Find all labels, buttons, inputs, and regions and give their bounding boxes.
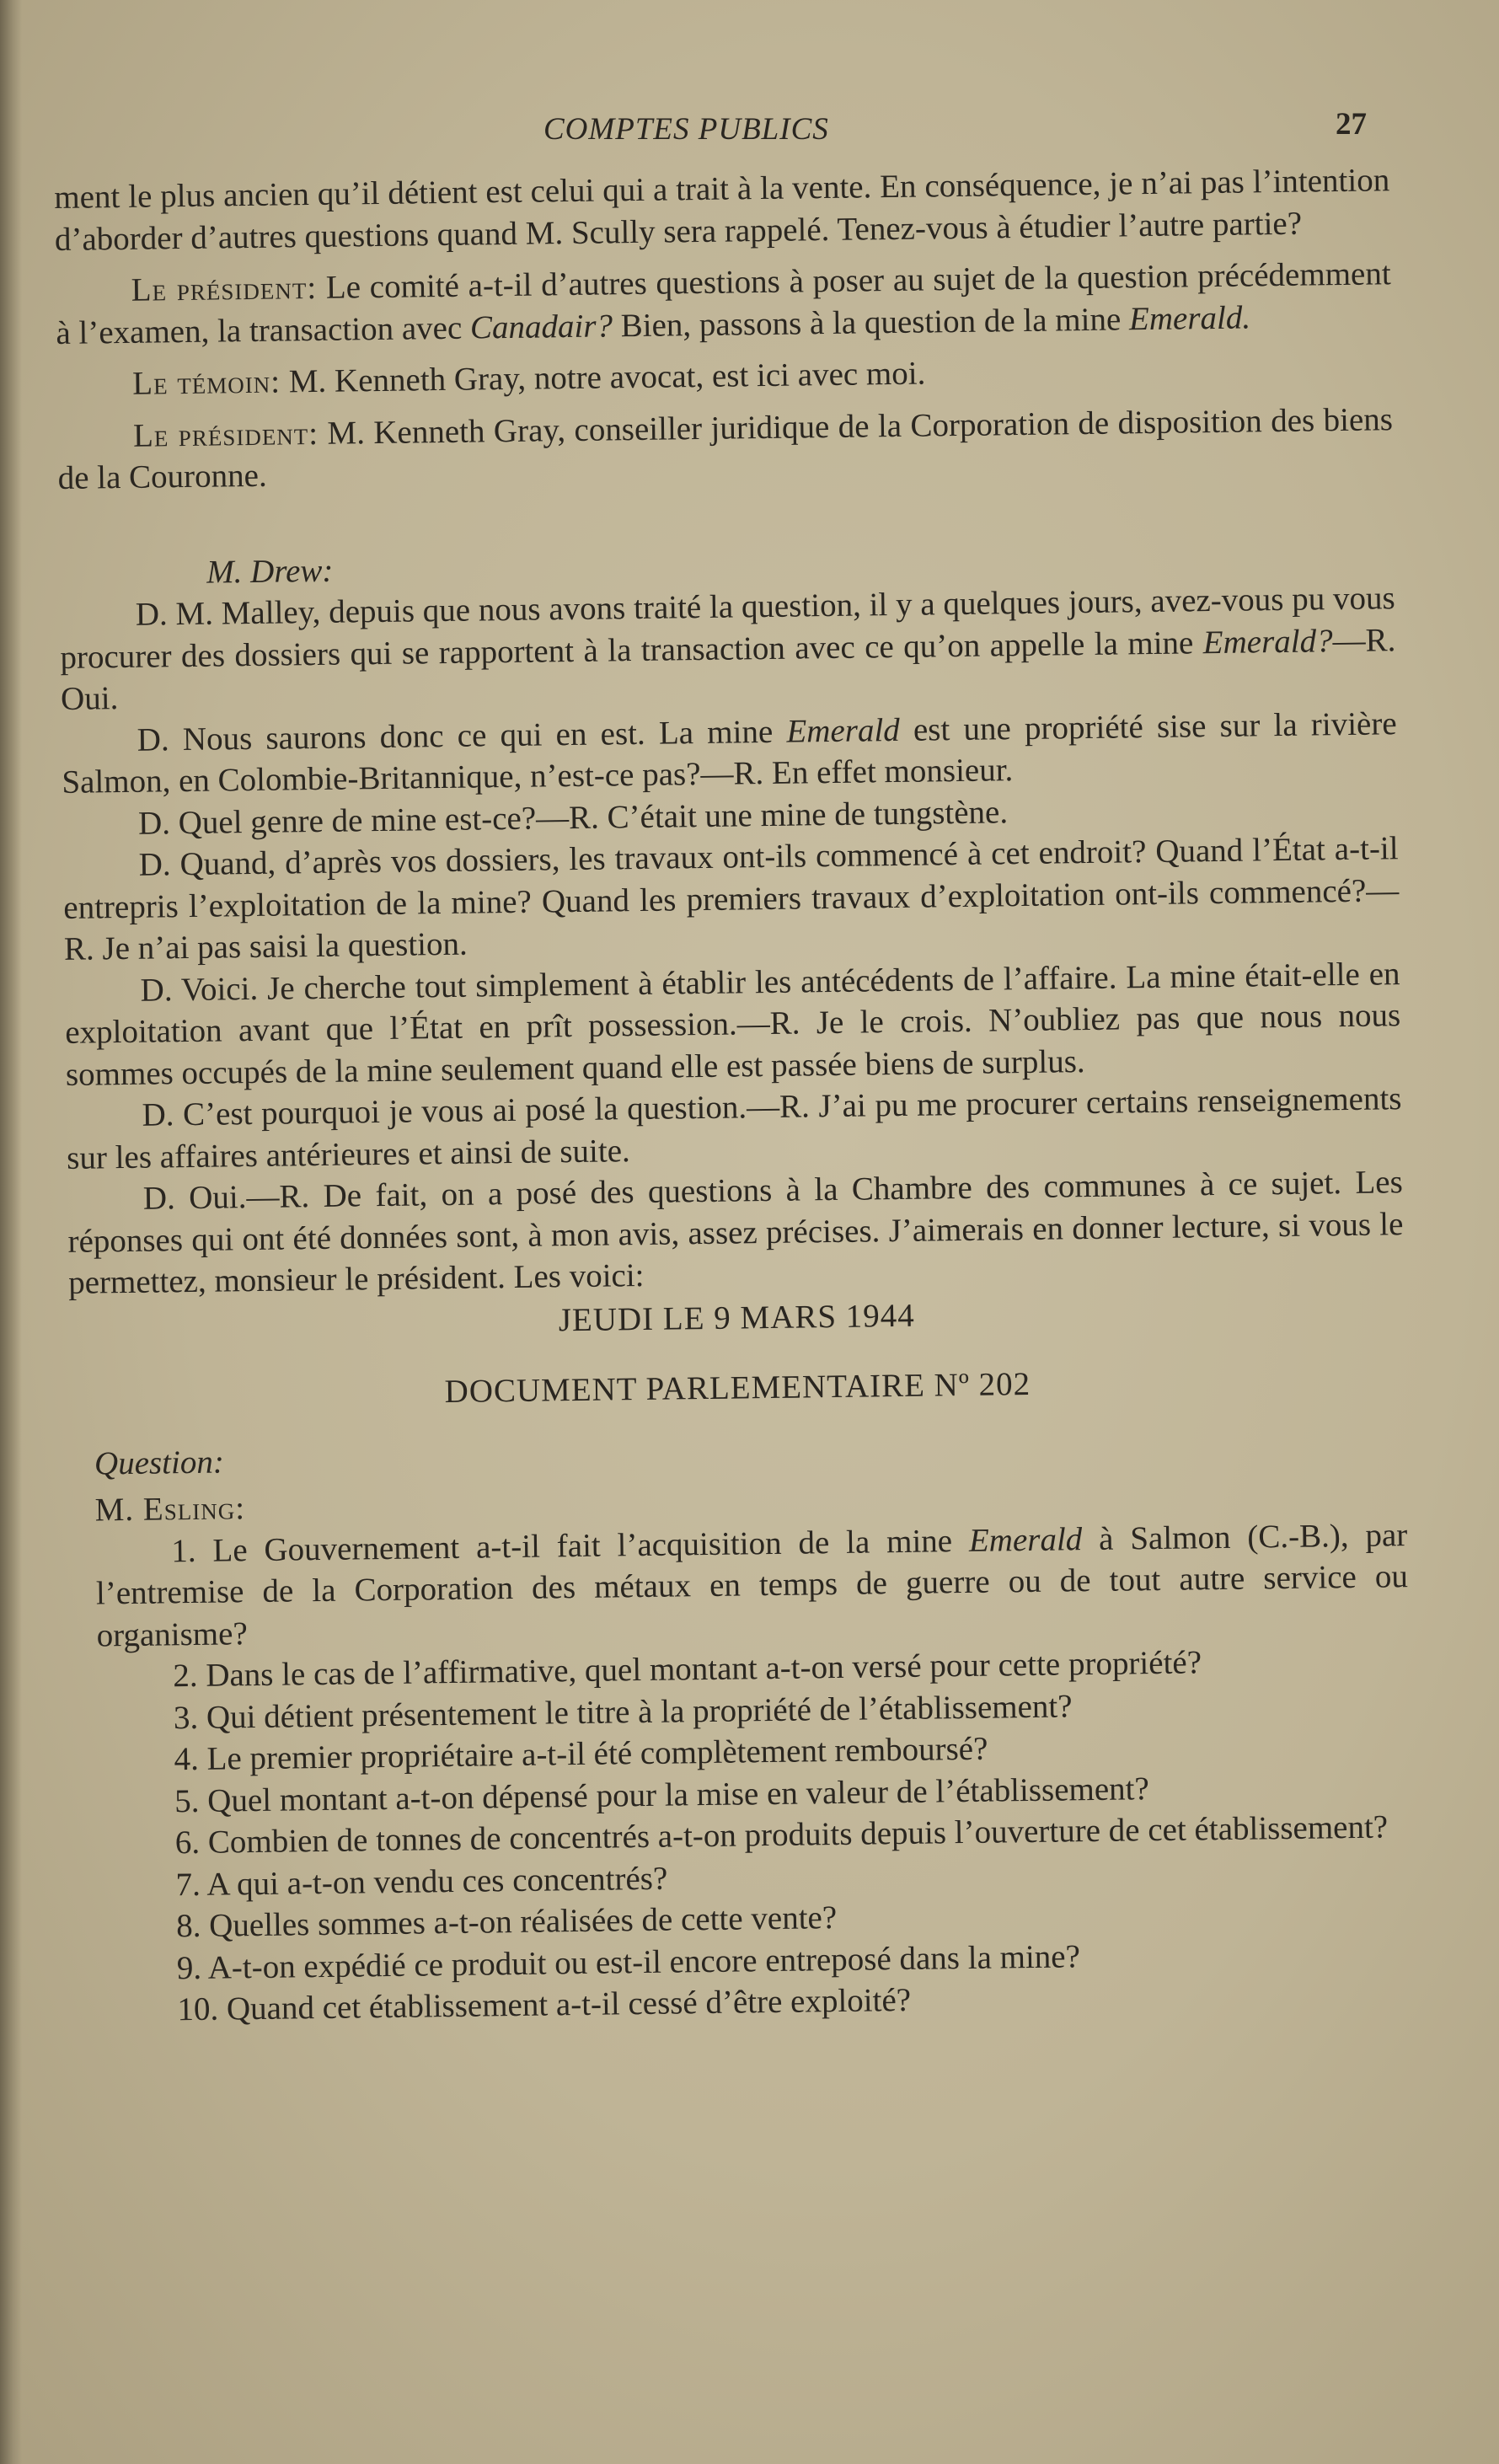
question-text: à Salmon (C.-B.), par l’entremise de la Corporation des métaux en temps de guerre ou de tout autre service ou organisme? <box>95 1516 1409 1653</box>
paragraph-continuation: ment le plus ancien qu’il détient est celui qui a trait à la vente. En conséquence, je n’ai pas l’intention d’aborder d’autres questions quand M. Scully sera rappelé. Tenez-vous à étudier l’autre partie? <box>54 162 1390 258</box>
binding-edge <box>0 0 22 2464</box>
paragraph-president-1 <box>55 253 1391 354</box>
paragraph-witness <box>56 346 1393 405</box>
question-item: 2. Dans le cas de l’affirmative, quel montant a-t-on versé pour cette propriété? <box>173 1644 1202 1695</box>
date-heading: JEUDI LE 9 MARS 1944 <box>558 1297 916 1338</box>
question-text: 1. Le Gouvernement a-t-il fait l’acquisition de la mine <box>171 1522 970 1569</box>
question-item: 8. Quelles sommes a-t-on réalisées de cette vente? <box>175 1899 838 1945</box>
running-title: COMPTES PUBLICS <box>543 112 829 147</box>
question-item: 10. Quand cet établissement a-t-il cessé d’être exploité? <box>177 1981 912 2028</box>
paragraph-text: Bien, passons à la question de la mine <box>612 300 1130 344</box>
interlocutor-heading: M. Drew: <box>206 552 334 591</box>
paragraph-text: est une propriété sise sur la rivière Salmon, en Colombie-Britannique, n’est-ce pas?—R. En effet monsieur. <box>62 704 1397 801</box>
speaker-label: Le président: <box>131 269 318 308</box>
page-body <box>54 159 1414 2032</box>
question-item: 5. Quel montant a-t-on dépensé pour la mise en valeur de l’établissement? <box>174 1770 1150 1819</box>
paragraph-text: M. Kenneth Gray, conseiller juridique de la Corporation de disposition des biens de la Couronne. <box>57 400 1394 496</box>
italic-term: Emerald? <box>1202 622 1333 661</box>
paragraph-qa: D. Oui.—R. De fait, on a posé des questions à la Chambre des communes à ce sujet. Les réponses qui ont été données sont, à mon avis, assez précises. J’aimerais en donner lecture, si vous le permettez, monsieur le président. Les voici: <box>67 1164 1404 1301</box>
question-item: 6. Combien de tonnes de concentrés a-t-on produits depuis l’ouverture de cet établissement? <box>174 1808 1389 1861</box>
paragraph-qa: D. C’est pourquoi je vous ai posé la question.—R. J’ai pu me procurer certains renseignements sur les affaires antérieures et ainsi de suite. <box>66 1080 1402 1176</box>
paragraph-text: Le comité a-t-il d’autres questions à poser au sujet de la question précédemment à l’examen, la transaction avec <box>56 255 1391 351</box>
speaker-label: Le témoin: <box>131 363 281 402</box>
question-item: 9. A-t-on expédié ce produit ou est-il encore entreposé dans la mine? <box>176 1937 1081 1986</box>
paragraph-text: D. M. Malley, depuis que nous avons traité la question, il y a quelques jours, avez-vous pu vous procurer des dossiers qui se rapportent à la transaction avec ce qu’on appelle la mine <box>60 580 1395 676</box>
italic-term: Canadair? <box>469 307 613 346</box>
question-label: Question: <box>94 1443 225 1482</box>
italic-term: Emerald <box>968 1520 1083 1559</box>
paragraph-text: M. Kenneth Gray, notre avocat, est ici avec moi. <box>280 355 926 400</box>
asker-label: M. Esling: <box>94 1490 246 1529</box>
question-item: 3. Qui détient présentement le titre à la propriété de l’établissement? <box>173 1687 1073 1736</box>
question-item: 4. Le premier propriétaire a-t-il été complètement remboursé? <box>174 1730 988 1778</box>
paragraph-qa: D. Quel genre de mine est-ce?—R. C’était une mine de tungstène. <box>137 793 1009 842</box>
question-item <box>72 1514 1409 1657</box>
page-number: 27 <box>1336 107 1367 142</box>
speaker-label: Le président: <box>132 415 319 454</box>
italic-term: Emerald <box>786 711 901 750</box>
paragraph-text: D. Nous saurons donc ce qui en est. La mine <box>137 713 787 758</box>
question-item: 7. A qui a-t-on vendu ces concentrés? <box>175 1860 668 1903</box>
italic-term: Emerald. <box>1128 298 1251 337</box>
paragraph-qa: D. Quand, d’après vos dossiers, les travaux ont-ils commencé à cet endroit? Quand l’État a-t-il entrepris l’exploitation de la mine? Quand les premiers travaux d’exploitation ont-ils commencé?—R. Je n’ai pas saisi la question. <box>63 830 1400 967</box>
paragraph-qa: D. Voici. Je cherche tout simplement à établir les antécédents de l’affaire. La mine était-elle en exploitation avant que l’État en prît possession.—R. Je le crois. N’oubliez pas que nous nous sommes occupés de la mine seulement quand elle est passée biens de surplus. <box>65 955 1401 1093</box>
page-header <box>0 107 1499 162</box>
document-heading: DOCUMENT PARLEMENTAIRE Nº 202 <box>444 1365 1031 1411</box>
paragraph-qa <box>59 577 1396 720</box>
paragraph-president-2 <box>57 399 1394 500</box>
paragraph-text: —R. Oui. <box>60 621 1396 717</box>
